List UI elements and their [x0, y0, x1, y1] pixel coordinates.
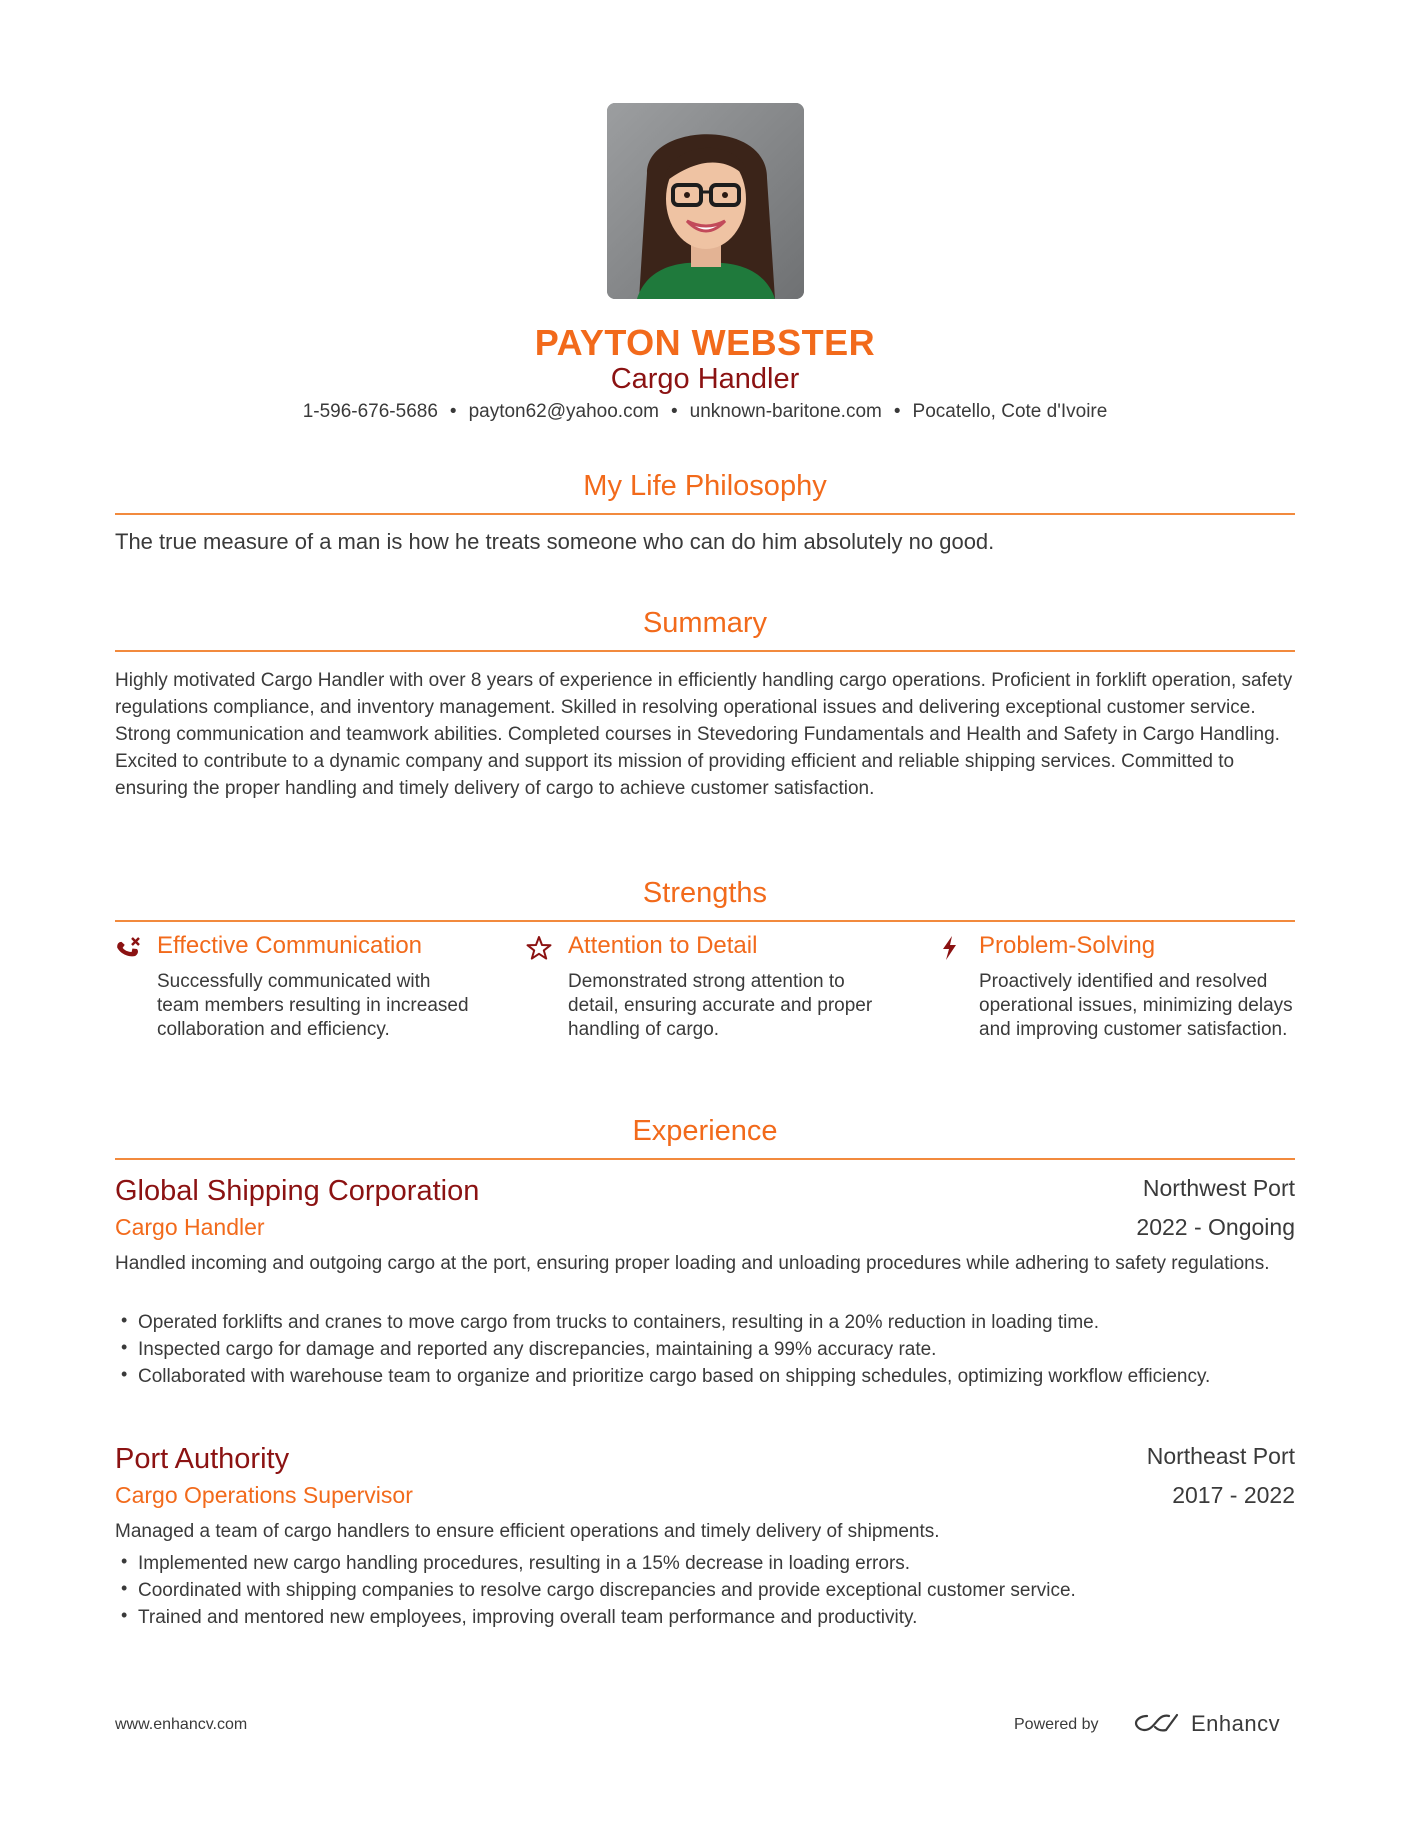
job-dates: 2017 - 2022 — [1172, 1482, 1295, 1508]
candidate-title: Cargo Handler — [610, 363, 800, 395]
section-title-philosophy: My Life Philosophy — [583, 470, 827, 502]
job-description: Handled incoming and outgoing cargo at the port, ensuring proper loading and unloading procedures while adhering to safety regulations. — [115, 1253, 1270, 1274]
list-item: • Operated forklifts and cranes to move cargo from trucks to containers, resulting in a 20% reduction in loading time. — [115, 1309, 1295, 1336]
section-title-summary: Summary — [642, 607, 768, 639]
section-divider — [115, 1158, 1295, 1160]
section-title-experience: Experience — [632, 1115, 778, 1147]
powered-by-label: Powered by — [1014, 1716, 1099, 1733]
contact-separator: • — [449, 401, 457, 422]
job-bullet-list — [115, 1309, 1295, 1390]
star-icon — [526, 935, 552, 961]
list-item: • Inspected cargo for damage and reported any discrepancies, maintaining a 99% accuracy rate. — [115, 1336, 1295, 1363]
enhancv-brand-text: Enhancv — [1191, 1711, 1281, 1736]
strength-description: Proactively identified and resolved operational issues, minimizing delays and improving customer satisfaction. — [979, 971, 1293, 1040]
contact-line — [0, 401, 1410, 423]
summary-text: Highly motivated Cargo Handler with over 8 years of experience in efficiently handling cargo operations. Proficient in forklift operation, safety regulations compliance, and inventory management. Skilled in resolving operational issues and delivering exceptional customer service. Strong communication and teamwork abilities. Completed courses in Stevedoring Fundamentals and Health and Safety in Cargo Handling. Excited to contribute to a dynamic company and support its mission of providing efficient and reliable shipping services. Committed to ensuring the proper handling and timely delivery of cargo to achieve customer satisfaction. — [115, 670, 1293, 799]
job-company: Port Authority — [115, 1443, 290, 1475]
job-role: Cargo Handler — [115, 1214, 265, 1240]
contact-separator: • — [670, 401, 678, 422]
profile-photo — [607, 103, 804, 299]
lightning-icon — [937, 935, 963, 961]
list-item: • Trained and mentored new employees, improving overall team performance and productivity. — [115, 1604, 1295, 1631]
list-item: • Coordinated with shipping companies to resolve cargo discrepancies and provide exceptional customer service. — [115, 1577, 1295, 1604]
phone-icon — [115, 935, 141, 961]
contact-website[interactable]: unknown-baritone.com — [689, 401, 882, 422]
job-description: Managed a team of cargo handlers to ensure efficient operations and timely delivery of shipments. — [115, 1521, 940, 1542]
job-company: Global Shipping Corporation — [115, 1175, 480, 1207]
job-location: Northwest Port — [1142, 1175, 1295, 1201]
section-divider — [115, 650, 1295, 652]
strength-title: Problem-Solving — [979, 932, 1156, 959]
contact-separator: • — [893, 401, 901, 422]
footer-url-link[interactable]: www.enhancv.com — [115, 1716, 248, 1733]
enhancv-logo-icon — [1133, 1710, 1181, 1736]
strength-description: Successfully communicated with team members resulting in increased collaboration and efficiency. — [157, 971, 469, 1040]
job-location: Northeast Port — [1146, 1443, 1295, 1469]
strength-description: Demonstrated strong attention to detail, ensuring accurate and proper handling of cargo. — [568, 971, 873, 1040]
list-item: • Implemented new cargo handling procedures, resulting in a 15% decrease in loading errors. — [115, 1550, 1295, 1577]
section-divider — [115, 920, 1295, 922]
job-dates: 2022 - Ongoing — [1136, 1214, 1295, 1240]
philosophy-quote: The true measure of a man is how he treats someone who can do him absolutely no good. — [115, 529, 995, 554]
section-title-strengths: Strengths — [642, 877, 768, 909]
contact-location: Pocatello, Cote d'Ivoire — [912, 401, 1108, 422]
section-divider — [115, 513, 1295, 515]
candidate-name: PAYTON WEBSTER — [534, 322, 876, 363]
job-bullet-list — [115, 1550, 1295, 1631]
contact-phone[interactable]: 1-596-676-5686 — [302, 401, 438, 422]
contact-email[interactable]: payton62@yahoo.com — [468, 401, 659, 422]
job-role: Cargo Operations Supervisor — [115, 1482, 413, 1508]
list-item: • Collaborated with warehouse team to organize and prioritize cargo based on shipping schedules, optimizing workflow efficiency. — [115, 1363, 1295, 1390]
strength-title: Attention to Detail — [568, 932, 758, 959]
strength-title: Effective Communication — [157, 932, 423, 959]
